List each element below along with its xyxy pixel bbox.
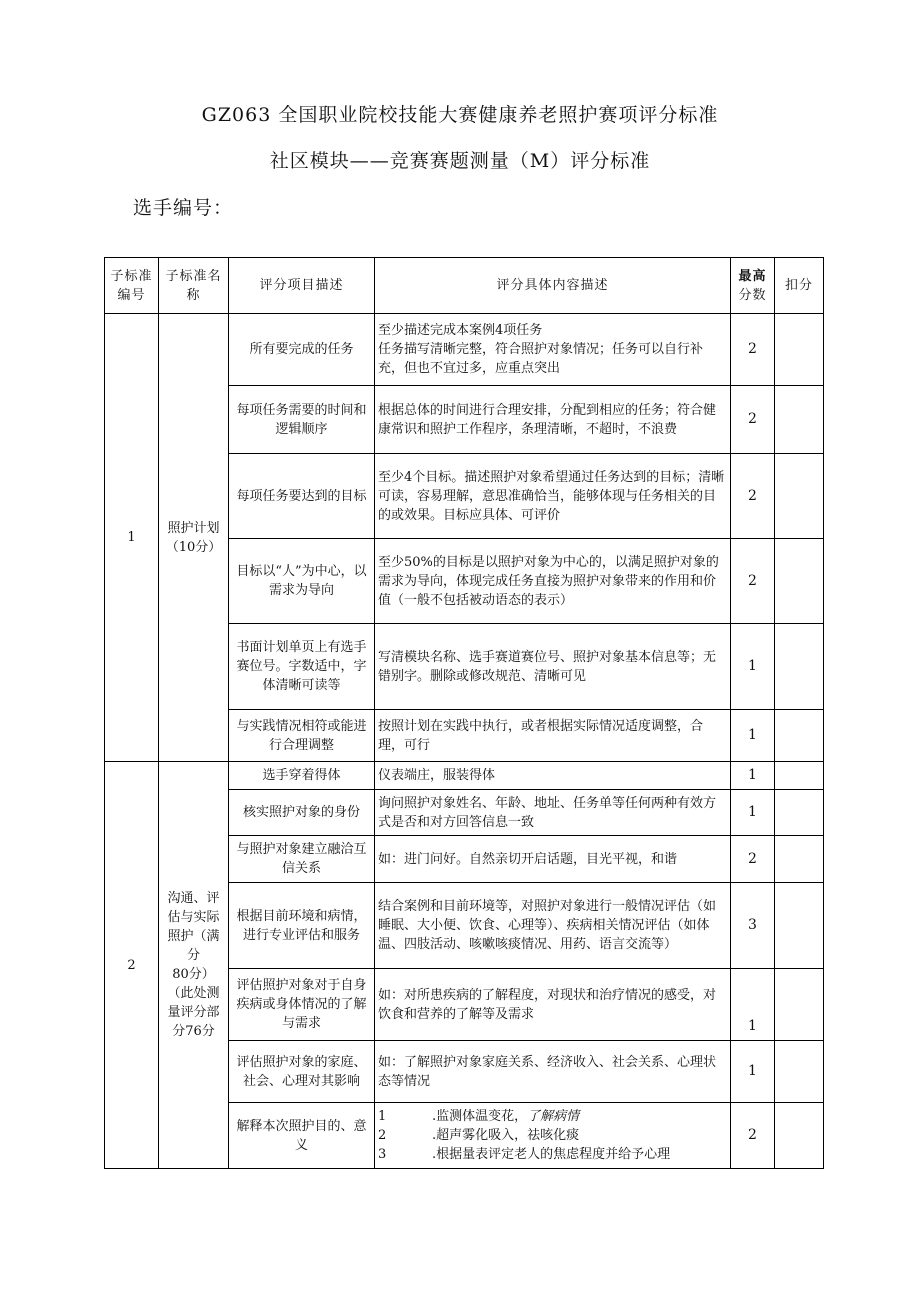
deduct-cell[interactable] [775, 314, 824, 386]
detail-description: 如：对所患疾病的了解程度，对现状和治疗情况的感受，对饮食和营养的了解等及需求 [375, 969, 731, 1041]
deduct-cell[interactable] [775, 1103, 824, 1169]
contestant-number-label: 选手编号： [133, 197, 234, 219]
item-description: 根据目前环境和病情，进行专业评估和服务 [229, 883, 375, 969]
deduct-cell[interactable] [775, 883, 824, 969]
list-text: .根据量表评定老人的焦虑程度并给予心理 [432, 1147, 671, 1162]
document-subtitle: 社区模块——竞赛赛题测量（M）评分标准 [269, 150, 651, 172]
item-description: 解释本次照护目的、意义 [229, 1103, 375, 1169]
detail-description: 至少4个目标。描述照护对象希望通过任务达到的目标；清晰可读，容易理解，意思准确恰当，能够体现与任务相关的目的或效果。目标应具体、可评价 [375, 454, 731, 539]
deduct-cell[interactable] [775, 624, 824, 710]
header-max-line1: 最高 [738, 268, 767, 284]
item-description: 书面计划单页上有选手赛位号。字数适中，字体清晰可读等 [229, 624, 375, 710]
item-description: 每项任务需要的时间和逻辑顺序 [229, 386, 375, 454]
item-description: 与照护对象建立融洽互信关系 [229, 836, 375, 883]
header-name: 子标准名称 [159, 258, 229, 314]
deduct-cell[interactable] [775, 762, 824, 790]
list-item [378, 1126, 727, 1145]
max-score: 2 [731, 454, 775, 539]
item-description: 所有要完成的任务 [229, 314, 375, 386]
detail-description: 结合案例和目前环境等，对照护对象进行一般情况评估（如睡眠、大小便、饮食、心理等）、疾病相关情况评估（如体温、四肢活动、咳嗽咳痰情况、用药、语言交流等） [375, 883, 731, 969]
detail-list [375, 1103, 731, 1169]
detail-description: 按照计划在实践中执行，或者根据实际情况适度调整，合理，可行 [375, 710, 731, 762]
header-max-score [731, 258, 775, 314]
table-header-row [105, 258, 824, 314]
max-score: 3 [731, 883, 775, 969]
detail-line1: 至少描述完成本案例4项任务 [378, 323, 543, 338]
detail-description: 询问照护对象姓名、年龄、地址、任务单等任何两种有效方式是否和对方回答信息一致 [375, 790, 731, 836]
item-description: 评估照护对象对于自身疾病或身体情况的了解与需求 [229, 969, 375, 1041]
deduct-cell[interactable] [775, 790, 824, 836]
deduct-cell[interactable] [775, 539, 824, 624]
max-score: 1 [731, 710, 775, 762]
list-text: .监测体温变花， [432, 1109, 528, 1124]
detail-description: 至少50%的目标是以照护对象为中心的，以满足照护对象的需求为导向，体现完成任务直接为照护对象带来的作用和价值（一般不包括被动语态的表示） [375, 539, 731, 624]
table-row [105, 314, 824, 386]
group-name-line2: 80分） [172, 967, 215, 982]
header-detail: 评分具体内容描述 [375, 258, 731, 314]
group-name-line3: （此处测量评分部分76分 [167, 986, 220, 1039]
max-score: 2 [731, 1103, 775, 1169]
deduct-cell[interactable] [775, 454, 824, 539]
max-score: 1 [731, 969, 775, 1041]
detail-description: 写清模块名称、选手赛道赛位号、照护对象基本信息等；无错别字。删除或修改规范、清晰可见 [375, 624, 731, 710]
group-name-line1: 照护计划 [167, 520, 220, 536]
deduct-cell[interactable] [775, 836, 824, 883]
group-code: 1 [105, 314, 159, 762]
max-score: 2 [731, 836, 775, 883]
group-name [159, 314, 229, 762]
detail-line2: 任务描写清晰完整，符合照护对象情况；任务可以自行补充，但也不宜过多，应重点突出 [378, 342, 704, 376]
max-score: 2 [731, 386, 775, 454]
deduct-cell[interactable] [775, 386, 824, 454]
detail-description: 如：了解照护对象家庭关系、经济收入、社会关系、心理状态等情况 [375, 1041, 731, 1103]
deduct-cell[interactable] [775, 710, 824, 762]
group-name-line1: 沟通、评估与实际照护（满分 [167, 891, 220, 963]
list-text: .超声雾化吸入，祛咳化痰 [432, 1128, 580, 1143]
list-number: 3 [378, 1147, 387, 1162]
list-number: 2 [378, 1128, 387, 1143]
detail-description: 仪表端庄，服装得体 [375, 762, 731, 790]
deduct-cell[interactable] [775, 969, 824, 1041]
document-title: GZ063 全国职业院校技能大赛健康养老照护赛项评分标准 [201, 104, 719, 126]
list-item [378, 1145, 727, 1164]
header-item: 评分项目描述 [229, 258, 375, 314]
item-description: 目标以“人”为中心，以需求为导向 [229, 539, 375, 624]
scoring-table [104, 257, 824, 1169]
item-description: 每项任务要达到的目标 [229, 454, 375, 539]
max-score: 2 [731, 539, 775, 624]
header-code: 子标准编号 [105, 258, 159, 314]
item-description: 核实照护对象的身份 [229, 790, 375, 836]
header-deduct: 扣分 [775, 258, 824, 314]
deduct-cell[interactable] [775, 1041, 824, 1103]
detail-description: 如：进门问好。自然亲切开启话题，目光平视，和谐 [375, 836, 731, 883]
max-score: 1 [731, 624, 775, 710]
list-item [378, 1107, 727, 1126]
table-row [105, 762, 824, 790]
group-code: 2 [105, 762, 159, 1169]
detail-description: 根据总体的时间进行合理安排，分配到相应的任务；符合健康常识和照护工作程序，条理清晰，不超时，不浪费 [375, 386, 731, 454]
group-name-line2: （10分） [165, 539, 222, 555]
item-description: 选手穿着得体 [229, 762, 375, 790]
max-score: 2 [731, 314, 775, 386]
item-description: 与实践情况相符或能进行合理调整 [229, 710, 375, 762]
detail-description [375, 314, 731, 386]
max-score: 1 [731, 790, 775, 836]
max-score: 1 [731, 762, 775, 790]
header-max-line2: 分数 [738, 287, 767, 303]
group-name [159, 762, 229, 1169]
list-emphasis: 了解病情 [527, 1109, 580, 1124]
max-score: 1 [731, 1041, 775, 1103]
item-description: 评估照护对象的家庭、社会、心理对其影响 [229, 1041, 375, 1103]
list-number: 1 [378, 1109, 387, 1124]
